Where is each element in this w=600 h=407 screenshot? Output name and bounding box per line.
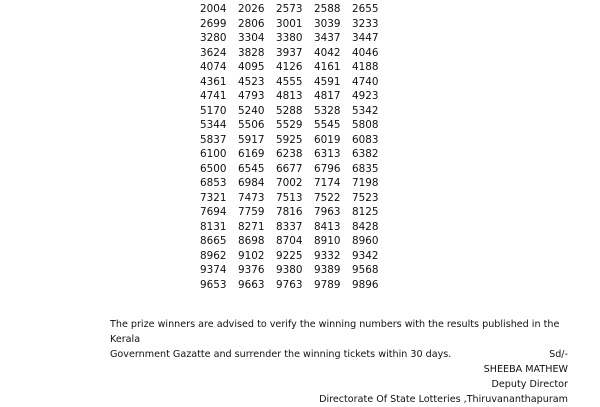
winning-number: 2026 — [238, 3, 265, 15]
winning-number: 2699 — [200, 17, 227, 30]
signature-sd: Sd/- — [549, 349, 568, 360]
winning-numbers-table — [200, 2, 390, 292]
winning-number: 5288 — [276, 104, 303, 117]
winning-number: 8413 — [314, 220, 341, 233]
winning-number: 3280 — [200, 32, 227, 44]
winning-number: 6169 — [238, 148, 265, 160]
winning-number: 4793 — [238, 90, 265, 102]
winning-number: 6313 — [314, 148, 341, 160]
winning-number: 7522 — [314, 191, 341, 204]
winning-number: 5925 — [276, 133, 303, 146]
winning-number: 9789 — [314, 278, 341, 291]
winning-number: 7174 — [314, 177, 341, 189]
winning-number: 5170 — [200, 104, 227, 117]
winning-number: 8962 — [200, 249, 227, 262]
winning-number: 3447 — [352, 32, 379, 44]
winning-number: 4361 — [200, 75, 227, 88]
winning-number: 3380 — [276, 32, 303, 44]
winning-number: 9102 — [238, 249, 265, 262]
winning-number: 7321 — [200, 191, 227, 204]
winning-number: 4188 — [352, 61, 379, 73]
winning-number: 9225 — [276, 249, 303, 262]
winning-number: 7963 — [314, 206, 341, 218]
winning-number: 4741 — [200, 90, 227, 102]
winning-number: 9389 — [314, 264, 341, 276]
winning-number: 6019 — [314, 133, 341, 146]
winning-number: 3233 — [352, 17, 379, 30]
winning-number: 2806 — [238, 17, 265, 30]
winning-number: 8665 — [200, 235, 227, 247]
signatory-designation: Deputy Director — [491, 379, 568, 390]
winning-number: 6984 — [238, 177, 265, 189]
winning-number: 7694 — [200, 206, 227, 218]
winning-number: 7523 — [352, 191, 379, 204]
winning-number: 9896 — [352, 278, 379, 291]
winning-number: 6500 — [200, 162, 227, 175]
winning-number: 6796 — [314, 162, 341, 175]
winning-number: 2655 — [352, 3, 379, 15]
winning-number: 9332 — [314, 249, 341, 262]
winning-number: 7002 — [276, 177, 303, 189]
winning-number: 9376 — [238, 264, 265, 276]
winning-number: 3039 — [314, 17, 341, 30]
winning-number: 8125 — [352, 206, 379, 218]
winning-number: 5917 — [238, 133, 265, 146]
winning-number: 5240 — [238, 104, 265, 117]
notice-line-1: The prize winners are advised to verify the winning numbers with the results published in the Kerala — [110, 319, 560, 345]
winning-number: 5545 — [314, 119, 341, 131]
winning-number: 9380 — [276, 264, 303, 276]
winning-number: 9653 — [200, 278, 227, 291]
winning-number: 4813 — [276, 90, 303, 102]
winning-number: 3304 — [238, 32, 265, 44]
signatory-office: Directorate Of State Lotteries ,Thiruvananthapuram — [319, 394, 568, 405]
winning-number: 2004 — [200, 3, 227, 15]
winning-number: 6545 — [238, 162, 265, 175]
winning-number: 4095 — [238, 61, 265, 73]
winning-number: 8960 — [352, 235, 379, 247]
winning-number: 9342 — [352, 249, 379, 262]
winning-number: 5808 — [352, 119, 379, 131]
winning-number: 8428 — [352, 220, 379, 233]
winning-number: 3437 — [314, 32, 341, 44]
winning-number: 4126 — [276, 61, 303, 73]
winning-number: 3937 — [276, 46, 303, 59]
winning-number: 8704 — [276, 235, 303, 247]
winning-number: 4161 — [314, 61, 341, 73]
notice-line-2: Government Gazatte and surrender the winning tickets within 30 days. — [110, 349, 452, 360]
winning-number: 7198 — [352, 177, 379, 189]
winning-number: 6382 — [352, 148, 379, 160]
winning-number: 6853 — [200, 177, 227, 189]
winning-number: 4591 — [314, 75, 341, 88]
winning-number: 4740 — [352, 75, 379, 88]
winning-number: 3828 — [238, 46, 265, 59]
winning-number: 3001 — [276, 17, 303, 30]
winning-number: 9568 — [352, 264, 379, 276]
winning-number: 4074 — [200, 61, 227, 73]
winning-number: 5328 — [314, 104, 341, 117]
winning-number: 4817 — [314, 90, 341, 102]
winning-number: 7513 — [276, 191, 303, 204]
winning-number: 2588 — [314, 3, 341, 15]
winning-number: 4923 — [352, 90, 379, 102]
winning-number: 6238 — [276, 148, 303, 160]
winning-number: 5529 — [276, 119, 303, 131]
winning-number: 6083 — [352, 133, 379, 146]
winning-number: 7473 — [238, 191, 265, 204]
winning-number: 9763 — [276, 278, 303, 291]
winning-number: 5344 — [200, 119, 227, 131]
signature-block — [319, 347, 568, 407]
winning-number: 8271 — [238, 220, 265, 233]
winning-number: 8337 — [276, 220, 303, 233]
winning-number: 6835 — [352, 162, 379, 175]
winning-number: 4046 — [352, 46, 379, 59]
winning-number: 4042 — [314, 46, 341, 59]
signatory-name: SHEEBA MATHEW — [483, 364, 568, 375]
winning-number: 9663 — [238, 278, 265, 291]
winning-number: 7759 — [238, 206, 265, 218]
winning-number: 5342 — [352, 104, 379, 117]
winning-number: 7816 — [276, 206, 303, 218]
winning-number: 2573 — [276, 3, 303, 15]
winning-number: 3624 — [200, 46, 227, 59]
winning-number: 5506 — [238, 119, 265, 131]
winning-number: 8698 — [238, 235, 265, 247]
winning-number: 8910 — [314, 235, 341, 247]
winning-number: 4555 — [276, 75, 303, 88]
winning-number: 8131 — [200, 220, 227, 233]
winning-number: 4523 — [238, 75, 265, 88]
winning-number: 6677 — [276, 162, 303, 175]
winning-number: 9374 — [200, 264, 227, 276]
winning-number: 5837 — [200, 133, 227, 146]
winning-number: 6100 — [200, 148, 227, 160]
